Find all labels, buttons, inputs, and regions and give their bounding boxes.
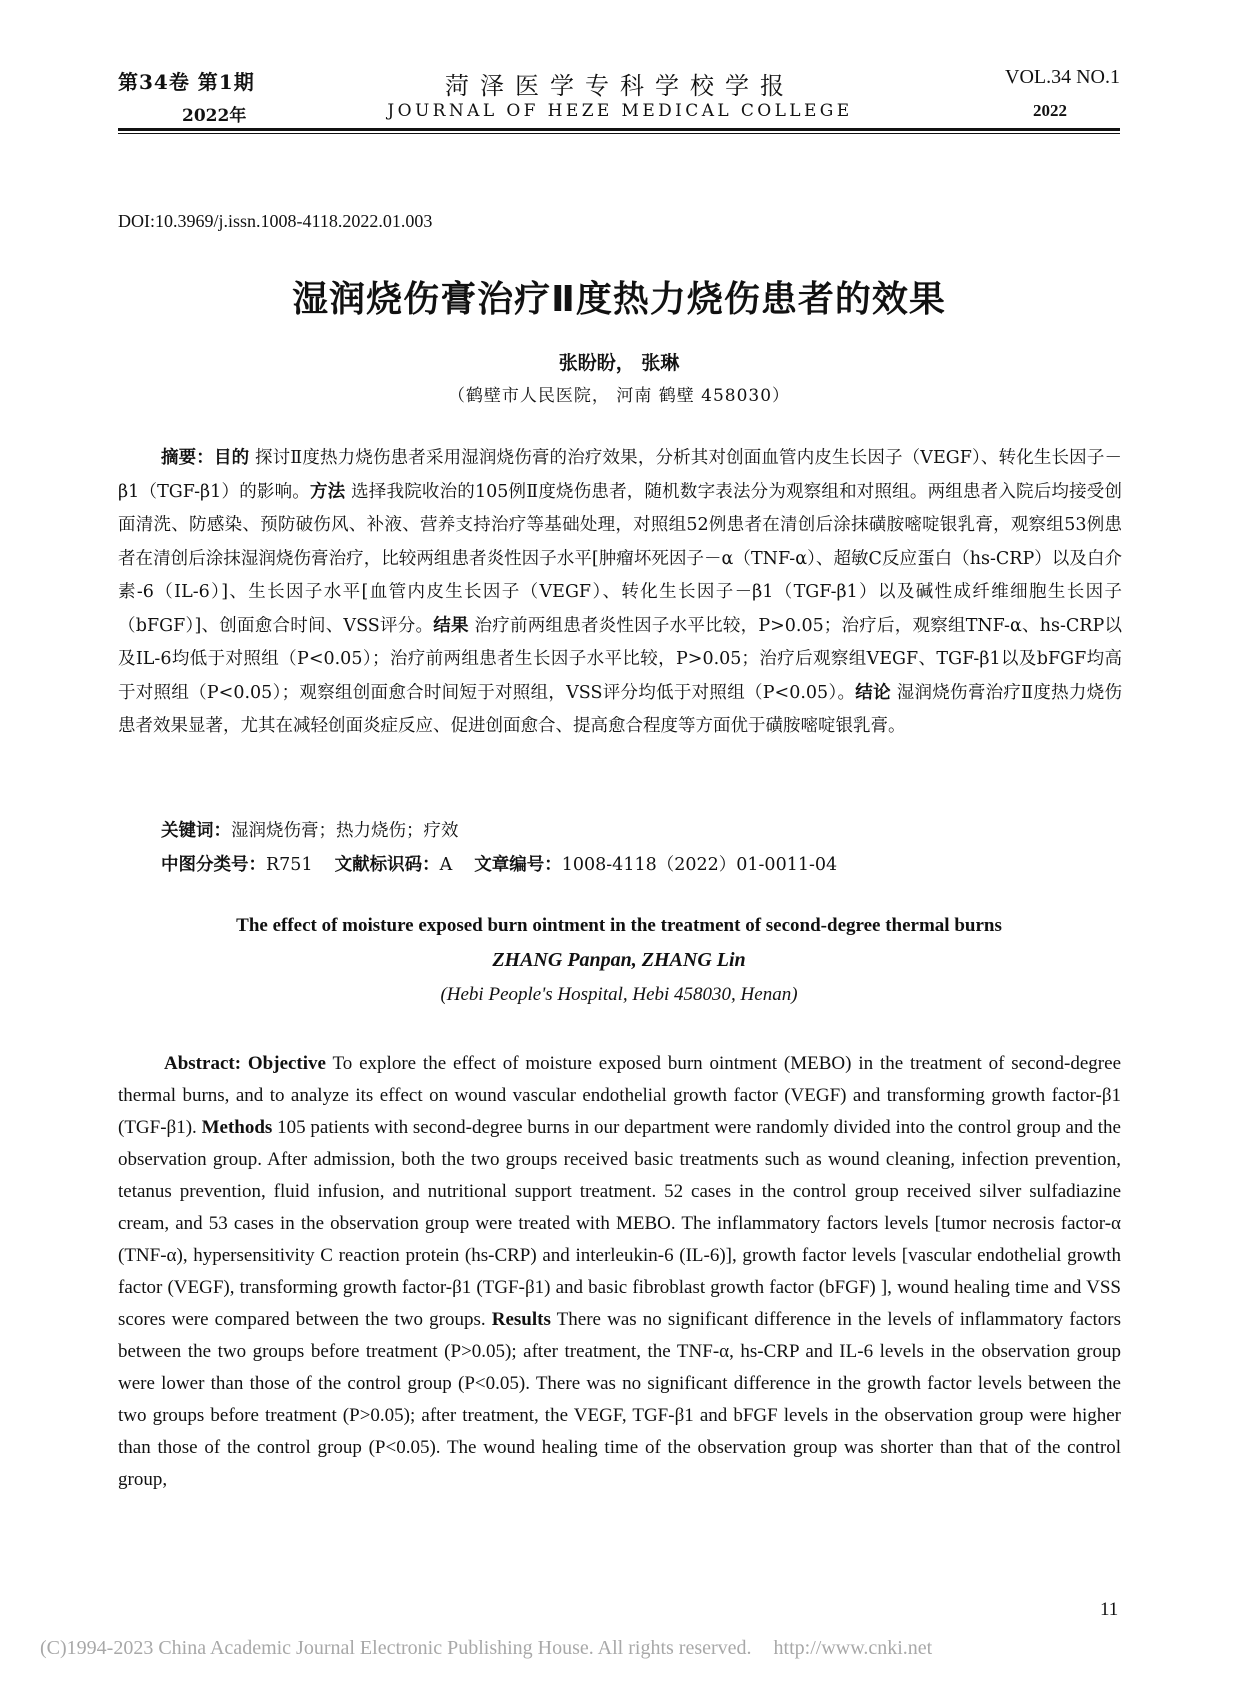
- header-rule-thin: [118, 133, 1120, 134]
- header-year-cn: 2022年: [182, 106, 247, 126]
- header-year: 2022: [1033, 101, 1067, 120]
- abstract-en-objective-label: Objective: [247, 1053, 326, 1074]
- affiliation-en: (Hebi People's Hospital, Hebi 458030, Henan): [440, 984, 798, 1005]
- abstract-cn-conclusion: 湿润烧伤膏治疗Ⅱ度热力烧伤患者效果显著，尤其在减轻创面炎症反应、促进创面愈合、提高愈合程度等方面优于磺胺嘧啶银乳膏。: [118, 682, 1122, 736]
- header-journal-cn: 菏泽医学专科学校学报: [445, 72, 795, 100]
- keywords-cn-text: 湿润烧伤膏；热力烧伤；疗效: [231, 821, 459, 841]
- abstract-cn-label: 摘要：: [161, 448, 214, 468]
- abstract-en-methods-label: Methods: [201, 1117, 273, 1138]
- clc-label: 中图分类号：: [161, 855, 266, 875]
- authors-cn: 张盼盼， 张琳: [558, 352, 680, 374]
- abstract-en-label: Abstract:: [164, 1053, 242, 1074]
- copyright-text: (C)1994-2023 China Academic Journal Electronic Publishing House. All rights reserved.: [40, 1637, 752, 1659]
- abstract-cn-conclusion-label: 结论: [855, 682, 891, 703]
- copyright-footer: [40, 1637, 1200, 1660]
- abstract-cn-objective: 探讨Ⅱ度热力烧伤患者采用湿润烧伤膏的治疗效果，分析其对创面血管内皮生长因子（VEGF）、转化生长因子－β1（TGF-β1）的影响。: [118, 448, 1122, 502]
- page-number: 11: [1100, 1599, 1119, 1620]
- article-title-en: The effect of moisture exposed burn ointment in the treatment of second-degree thermal burns: [236, 915, 1002, 936]
- abstract-en-results-label: Results: [491, 1309, 551, 1330]
- abstract-cn-results-label: 结果: [433, 615, 469, 636]
- affiliation-cn: （鹤壁市人民医院， 河南 鹤壁 458030）: [447, 386, 791, 406]
- header-rule-thick: [118, 128, 1120, 131]
- authors-en: ZHANG Panpan, ZHANG Lin: [492, 949, 746, 971]
- abstract-en-results: There was no significant difference in the levels of inflammatory factors between the two groups before treatment (P>0.05); after treatment, the TNF-α, hs-CRP and IL-6 levels in the observation group were lower than those of the control group (P<0.05). There was no significant difference in the growth factor levels between the two groups before treatment (P>0.05); after treatment, the VEGF, TGF-β1 and bFGF levels in the observation group were higher than those of the control group (P<0.05). The wound healing time of the observation group was shorter than that of the control group,: [118, 1309, 1121, 1490]
- abstract-en-methods: 105 patients with second-degree burns in our department were randomly divided into the control group and the observation group. After admission, both the two groups received basic treatments such as wound cleaning, infection prevention, tetanus prevention, fluid infusion, and nutritional support treatment. 52 cases in the control group received silver sulfadiazine cream, and 53 cases in the observation group were treated with MEBO. The inflammatory factors levels [tumor necrosis factor-α (TNF-α), hypersensitivity C reaction protein (hs-CRP) and interleukin-6 (IL-6)], growth factor levels [vascular endothelial growth factor (VEGF), transforming growth factor-β1 (TGF-β1) and basic fibroblast growth factor (bFGF) ], wound healing time and VSS scores were compared between the two groups.: [118, 1117, 1121, 1330]
- header-vol-no: VOL.34 NO.1: [1005, 66, 1120, 88]
- doi: DOI:10.3969/j.issn.1008-4118.2022.01.003: [118, 211, 433, 231]
- article-number-label: 文章编号：: [474, 855, 562, 875]
- abstract-cn: [118, 442, 1122, 744]
- header-journal-en: JOURNAL OF HEZE MEDICAL COLLEGE: [387, 101, 853, 121]
- abstract-cn-methods: 选择我院收治的105例Ⅱ度烧伤患者，随机数字表法分为观察组和对照组。两组患者入院后均接受创面清洗、防感染、预防破伤风、补液、营养支持治疗等基础处理，对照组52例患者在清创后涂抹磺胺嘧啶银乳膏，观察组53例患者在清创后涂抹湿润烧伤膏治疗，比较两组患者炎性因子水平[肿瘤坏死因子－α（TNF-α）、超敏C反应蛋白（hs-CRP）以及白介素-6（IL-6）]、生长因子水平[血管内皮生长因子（VEGF）、转化生长因子－β1（TGF-β1）以及碱性成纤维细胞生长因子（bFGF）]、创面愈合时间、VSS评分。: [118, 481, 1122, 636]
- abstract-en-objective: To explore the effect of moisture exposed burn ointment (MEBO) in the treatment of second-degree thermal burns, and to analyze its effect on wound vascular endothelial growth factor (VEGF) and transforming growth factor-β1 (TGF-β1).: [118, 1053, 1121, 1138]
- article-title-cn: 湿润烧伤膏治疗Ⅱ度热力烧伤患者的效果: [292, 279, 946, 320]
- keywords-cn-label: 关键词：: [161, 821, 231, 841]
- abstract-cn-results: 治疗前两组患者炎性因子水平比较，P>0.05；治疗后，观察组TNF-α、hs-CRP以及IL-6均低于对照组（P<0.05）；治疗前两组患者生长因子水平比较，P>0.05；治疗后观察组VEGF、TGF-β1以及bFGF均高于对照组（P<0.05）；观察组创面愈合时间短于对照组，VSS评分均低于对照组（P<0.05）。: [118, 615, 1122, 703]
- header-volume-issue: 第34卷 第1期: [118, 70, 255, 94]
- clc-value: R751: [266, 855, 313, 875]
- article-number-value: 1008-4118（2022）01-0011-04: [561, 855, 838, 875]
- abstract-en: [118, 1048, 1121, 1496]
- abstract-cn-methods-label: 方法: [309, 481, 346, 502]
- doc-code-label: 文献标识码：: [334, 855, 440, 875]
- abstract-cn-objective-label: 目的: [213, 448, 250, 468]
- doc-code-value: A: [439, 855, 453, 875]
- cnki-link[interactable]: http://www.cnki.net: [773, 1637, 933, 1659]
- classification-line: [161, 851, 837, 876]
- keywords-cn: [161, 817, 459, 842]
